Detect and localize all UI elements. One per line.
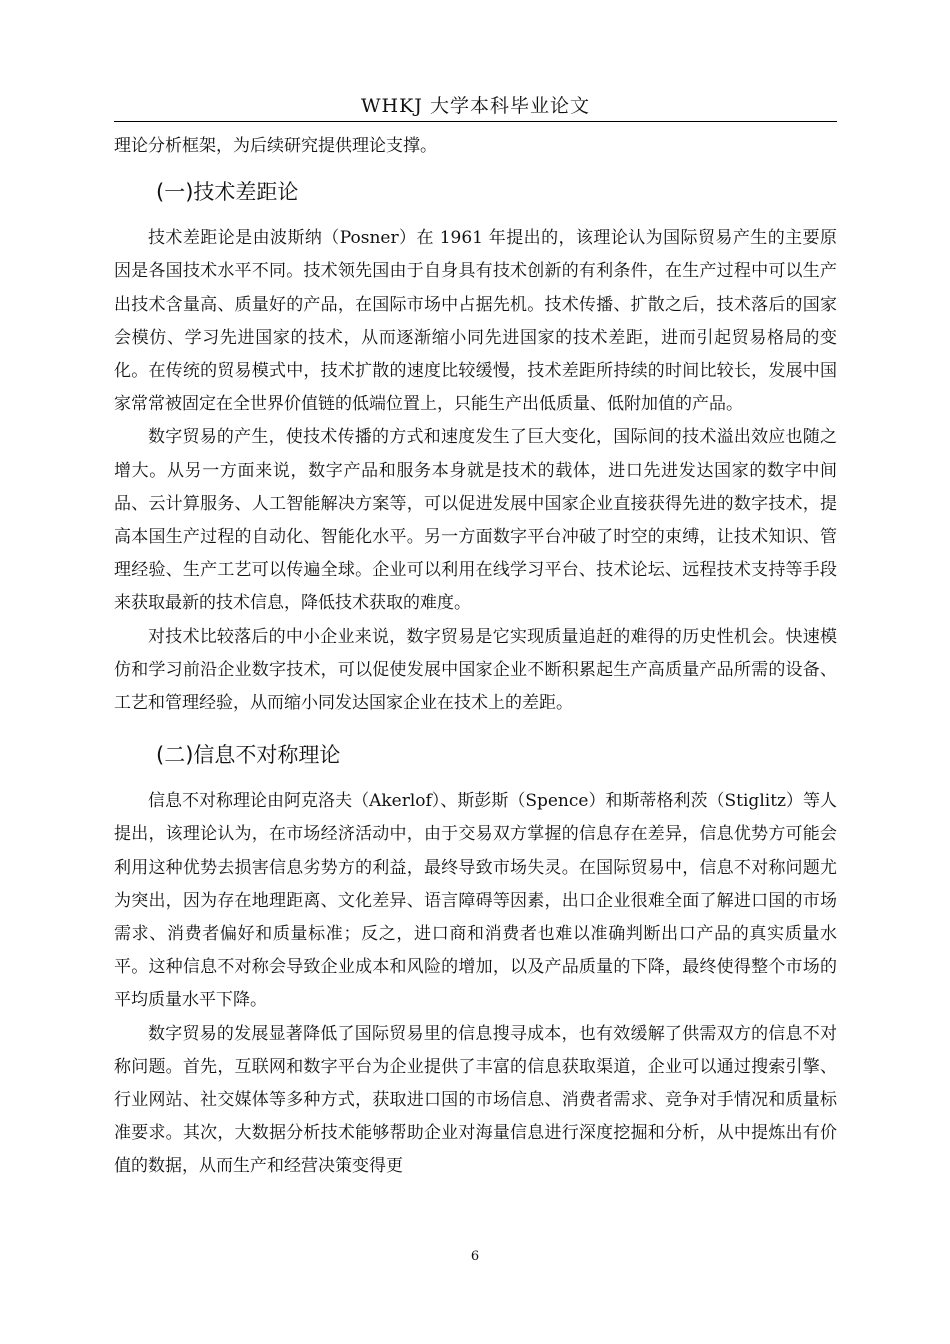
paragraph: 技术差距论是由波斯纳（Posner）在 1961 年提出的，该理论认为国际贸易产生的主要原因是各国技术水平不同。技术领先国由于自身具有技术创新的有利条件，在生产过程中可以生产出技术含量高、质量好的产品，在国际市场中占据先机。技术传播、扩散之后，技术落后的国家会模仿、学习先进国家的技术，从而逐渐缩小同先进国家的技术差距，进而引起贸易格局的变化。在传统的贸易模式中，技术扩散的速度比较缓慢，技术差距所持续的时间比较长，发展中国家常常被固定在全世界价值链的低端位置上，只能生产出低质量、低附加值的产品。 [114,228,837,415]
running-header: WHKJ 大学本科毕业论文 [361,95,590,117]
intro-line: 理论分析框架，为后续研究提供理论支撑。 [114,136,437,156]
paragraph: 数字贸易的发展显著降低了国际贸易里的信息搜寻成本，也有效缓解了供需双方的信息不对称问题。首先，互联网和数字平台为企业提供了丰富的信息获取渠道，企业可以通过搜索引擎、行业网站、社交媒体等多种方式，获取进口国的市场信息、消费者需求、竞争对手情况和质量标准要求。其次，大数据分析技术能够帮助企业对海量信息进行深度挖掘和分析，从中提炼出有价值的数据，从而生产和经营决策变得更 [114,1023,837,1177]
page-number: 6 [470,1249,480,1264]
section-heading-information-asymmetry: (二)信息不对称理论 [156,743,341,768]
paragraph: 数字贸易的产生，使技术传播的方式和速度发生了巨大变化，国际间的技术溢出效应也随之增大。从另一方面来说，数字产品和服务本身就是技术的载体，进口先进发达国家的数字中间品、云计算服务、人工智能解决方案等，可以促进发展中国家企业直接获得先进的数字技术，提高本国生产过程的自动化、智能化水平。另一方面数字平台冲破了时空的束缚，让技术知识、管理经验、生产工艺可以传遍全球。企业可以利用在线学习平台、技术论坛、远程技术支持等手段来获取最新的技术信息，降低技术获取的难度。 [114,427,837,614]
paragraph: 对技术比较落后的中小企业来说，数字贸易是它实现质量追赶的难得的历史性机会。快速模仿和学习前沿企业数字技术，可以促使发展中国家企业不断积累起生产高质量产品所需的设备、工艺和管理经验，从而缩小同发达国家企业在技术上的差距。 [114,626,837,714]
document-body [114,130,837,1184]
paragraph: 信息不对称理论由阿克洛夫（Akerlof）、斯彭斯（Spence）和斯蒂格利茨（Stiglitz）等人提出，该理论认为，在市场经济活动中，由于交易双方掌握的信息存在差异，信息优势方可能会利用这种优势去损害信息劣势方的利益，最终导致市场失灵。在国际贸易中，信息不对称问题尤为突出，因为存在地理距离、文化差异、语言障碍等因素，出口企业很难全面了解进口国的市场需求、消费者偏好和质量标准；反之，进口商和消费者也难以准确判断出口产品的真实质量水平。这种信息不对称会导致企业成本和风险的增加，以及产品质量的下降，最终使得整个市场的平均质量水平下降。 [114,791,837,1011]
header-rule [114,121,837,122]
section-heading-technology-gap: (一)技术差距论 [156,180,299,205]
